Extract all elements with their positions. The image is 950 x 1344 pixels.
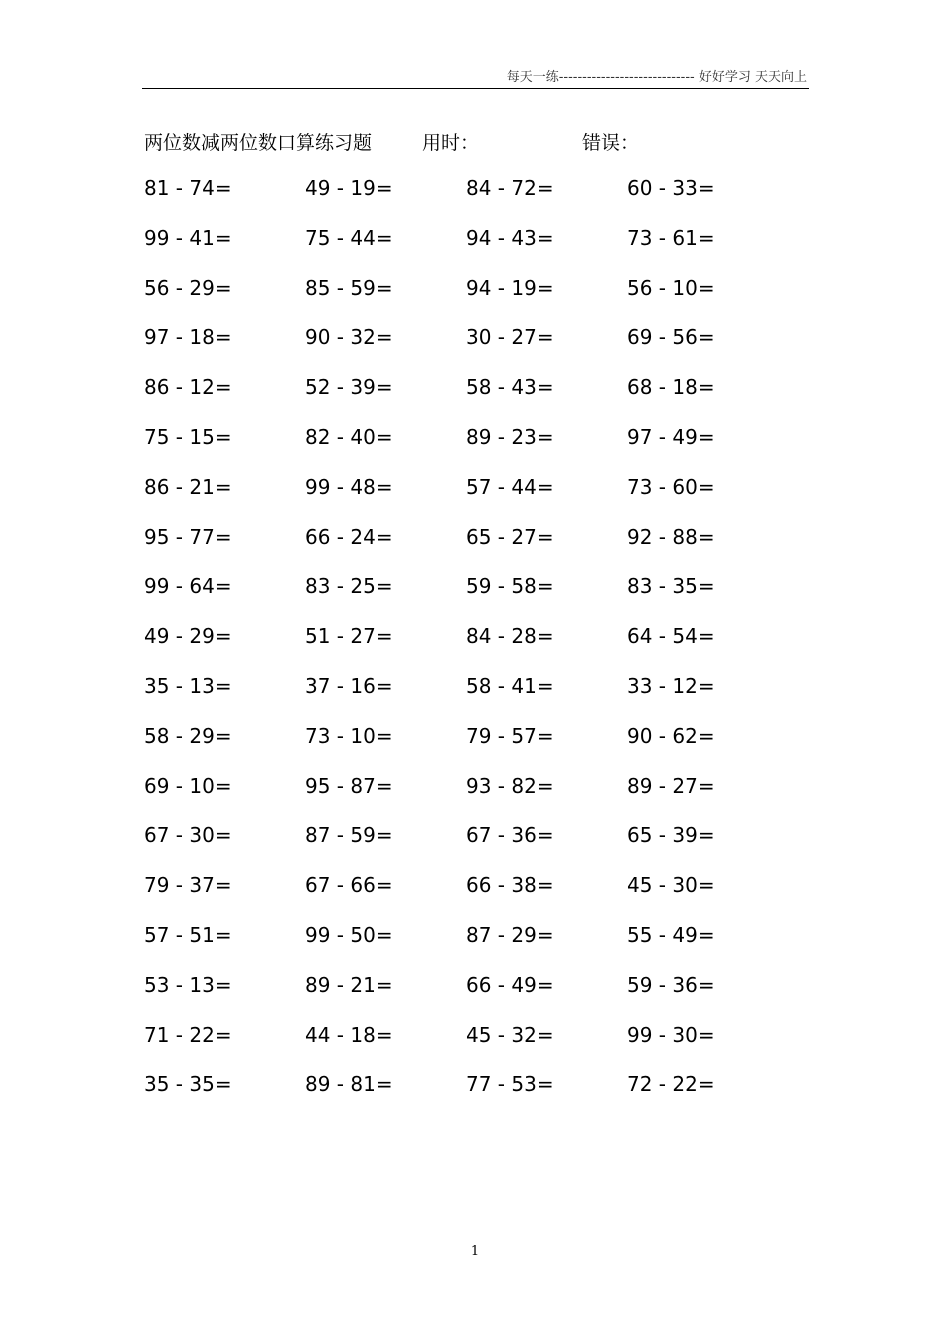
problem: 89 - 21=: [305, 972, 393, 997]
problem-row: [144, 1023, 804, 1073]
problem-row: [144, 226, 804, 276]
problem: 58 - 43=: [466, 375, 554, 400]
problem: 86 - 12=: [144, 375, 232, 400]
problem: 65 - 39=: [627, 823, 715, 848]
problem: 92 - 88=: [627, 524, 715, 549]
problem: 51 - 27=: [305, 624, 393, 649]
problem-row: [144, 574, 804, 624]
problem: 73 - 60=: [627, 474, 715, 499]
header-text: 每天一练----------------------------- 好好学习 天天向上: [506, 70, 807, 85]
problem-row: [144, 724, 804, 774]
problem: 52 - 39=: [305, 375, 393, 400]
problem: 82 - 40=: [305, 424, 393, 449]
problem-row: [144, 325, 804, 375]
page-number: 1: [470, 1244, 480, 1259]
problem-row: [144, 873, 804, 923]
problem-row: [144, 475, 804, 525]
problem: 95 - 77=: [144, 524, 232, 549]
problem-row: [144, 774, 804, 824]
problem: 58 - 41=: [466, 673, 554, 698]
problem: 56 - 10=: [627, 275, 715, 300]
problem: 58 - 29=: [144, 723, 232, 748]
problem: 97 - 18=: [144, 325, 232, 350]
problem: 37 - 16=: [305, 673, 393, 698]
problem-row: [144, 176, 804, 226]
problem: 35 - 13=: [144, 673, 232, 698]
problem: 53 - 13=: [144, 972, 232, 997]
problem: 95 - 87=: [305, 773, 393, 798]
worksheet-title-row: [144, 128, 794, 156]
problem: 30 - 27=: [466, 325, 554, 350]
problem: 55 - 49=: [627, 922, 715, 947]
problems-grid: [144, 176, 804, 1122]
problem: 67 - 36=: [466, 823, 554, 848]
problem: 59 - 58=: [466, 574, 554, 599]
problem: 49 - 19=: [305, 176, 393, 200]
problem: 73 - 61=: [627, 225, 715, 250]
problem: 85 - 59=: [305, 275, 393, 300]
problem: 45 - 30=: [627, 873, 715, 898]
problem-row: [144, 823, 804, 873]
problem: 68 - 18=: [627, 375, 715, 400]
problem: 75 - 15=: [144, 424, 232, 449]
problem-row: [144, 624, 804, 674]
problem: 67 - 30=: [144, 823, 232, 848]
problem-row: [144, 276, 804, 326]
problem: 89 - 27=: [627, 773, 715, 798]
problem: 69 - 10=: [144, 773, 232, 798]
problem: 89 - 23=: [466, 424, 554, 449]
problem: 35 - 35=: [144, 1072, 232, 1097]
problem: 89 - 81=: [305, 1072, 393, 1097]
problem-row: [144, 525, 804, 575]
problem: 84 - 72=: [466, 176, 554, 200]
problem: 87 - 59=: [305, 823, 393, 848]
problem-row: [144, 973, 804, 1023]
problem: 79 - 57=: [466, 723, 554, 748]
problem-row: [144, 375, 804, 425]
problem-row: [144, 1072, 804, 1122]
problem: 66 - 38=: [466, 873, 554, 898]
problem: 69 - 56=: [627, 325, 715, 350]
problem: 57 - 44=: [466, 474, 554, 499]
problem: 99 - 64=: [144, 574, 232, 599]
problem: 56 - 29=: [144, 275, 232, 300]
problem: 57 - 51=: [144, 922, 232, 947]
problem: 60 - 33=: [627, 176, 715, 200]
problem: 66 - 24=: [305, 524, 393, 549]
problem: 67 - 66=: [305, 873, 393, 898]
problem: 59 - 36=: [627, 972, 715, 997]
problem: 84 - 28=: [466, 624, 554, 649]
problem: 75 - 44=: [305, 225, 393, 250]
problem: 99 - 41=: [144, 225, 232, 250]
problem: 90 - 32=: [305, 325, 393, 350]
problem: 90 - 62=: [627, 723, 715, 748]
problem: 79 - 37=: [144, 873, 232, 898]
problem: 44 - 18=: [305, 1022, 393, 1047]
problem-row: [144, 425, 804, 475]
problem: 83 - 35=: [627, 574, 715, 599]
problem: 99 - 30=: [627, 1022, 715, 1047]
problem: 94 - 43=: [466, 225, 554, 250]
problem: 66 - 49=: [466, 972, 554, 997]
problem: 64 - 54=: [627, 624, 715, 649]
problem: 97 - 49=: [627, 424, 715, 449]
problem: 81 - 74=: [144, 176, 232, 200]
problem: 49 - 29=: [144, 624, 232, 649]
problem: 71 - 22=: [144, 1022, 232, 1047]
problem: 87 - 29=: [466, 922, 554, 947]
problem: 77 - 53=: [466, 1072, 554, 1097]
problem: 86 - 21=: [144, 474, 232, 499]
page-header: [142, 64, 809, 89]
problem: 65 - 27=: [466, 524, 554, 549]
worksheet-title: 两位数减两位数口算练习题: [144, 132, 373, 154]
problem: 73 - 10=: [305, 723, 393, 748]
problem: 83 - 25=: [305, 574, 393, 599]
problem: 99 - 50=: [305, 922, 393, 947]
problem-row: [144, 923, 804, 973]
problem: 33 - 12=: [627, 673, 715, 698]
problem: 99 - 48=: [305, 474, 393, 499]
errors-label: 错误：: [582, 132, 640, 154]
problem: 72 - 22=: [627, 1072, 715, 1097]
time-label: 用时：: [422, 132, 480, 154]
problem: 45 - 32=: [466, 1022, 554, 1047]
problem: 94 - 19=: [466, 275, 554, 300]
problem-row: [144, 674, 804, 724]
problem: 93 - 82=: [466, 773, 554, 798]
